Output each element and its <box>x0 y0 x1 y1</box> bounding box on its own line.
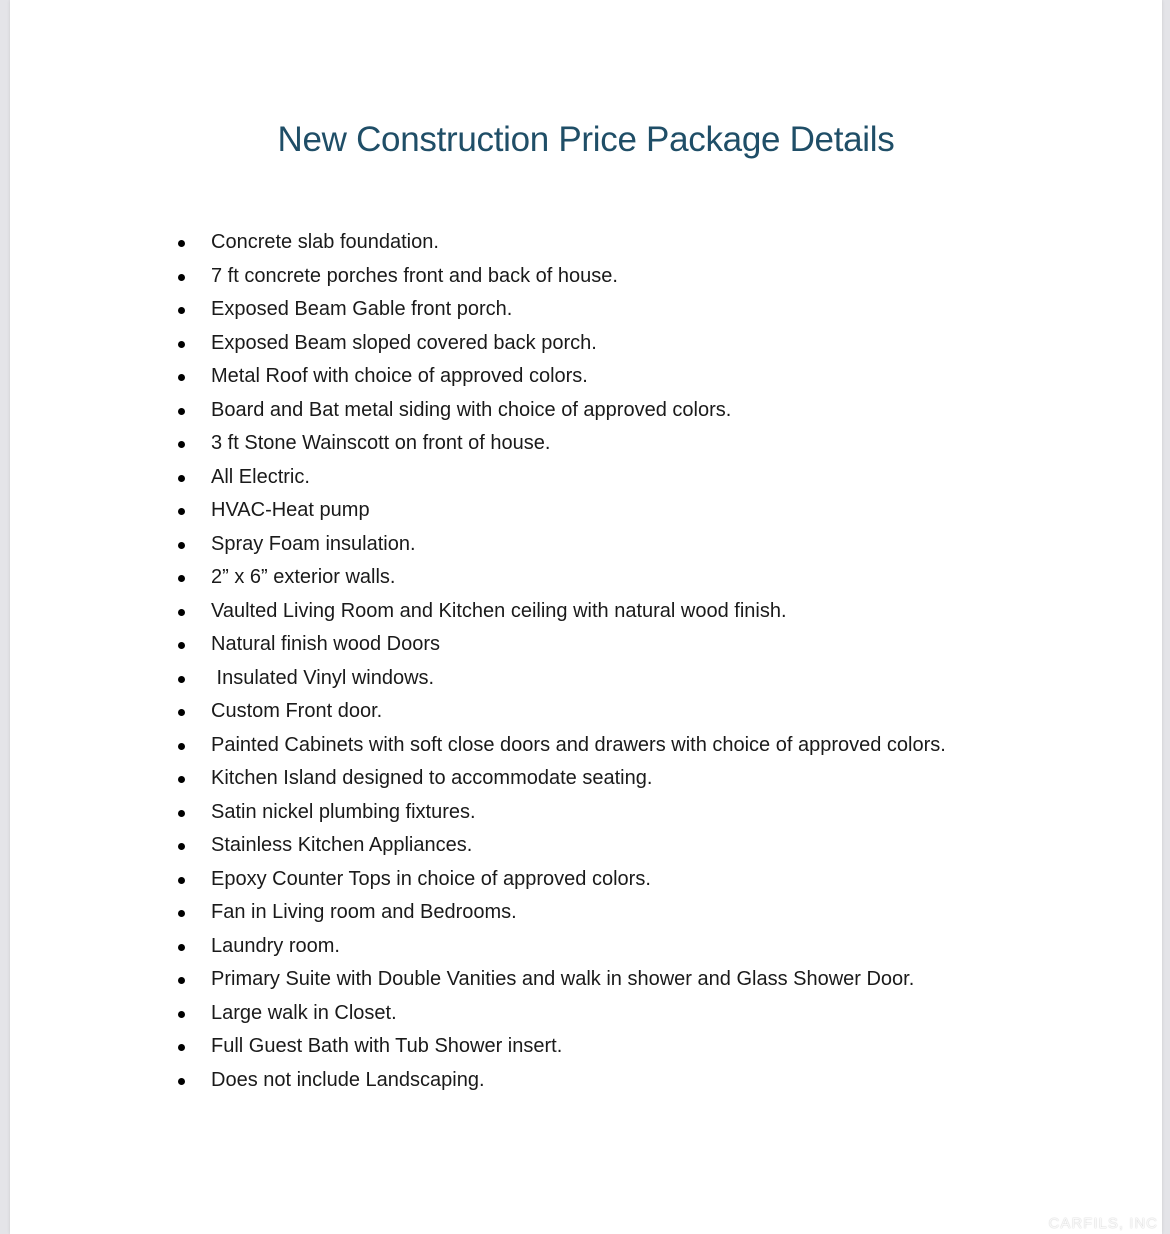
list-item-text: Custom Front door. <box>211 700 383 722</box>
list-item <box>10 762 946 796</box>
list-item-text: Natural finish wood Doors <box>211 633 440 655</box>
document-page <box>10 0 1162 1234</box>
bullet-icon <box>178 843 185 850</box>
list-item <box>10 494 946 528</box>
bullet-icon <box>178 341 185 348</box>
list-item-text: 3 ft Stone Wainscott on front of house. <box>211 432 551 454</box>
bullet-icon <box>178 944 185 951</box>
list-item <box>10 997 946 1031</box>
list-item <box>10 427 946 461</box>
list-item <box>10 293 946 327</box>
list-item <box>10 796 946 830</box>
bullet-icon <box>178 877 185 884</box>
list-item <box>10 461 946 495</box>
list-item <box>10 595 946 629</box>
list-item-text: Vaulted Living Room and Kitchen ceiling with natural wood finish. <box>211 599 787 622</box>
bullet-icon <box>178 575 185 582</box>
list-item-text: Satin nickel plumbing fixtures. <box>211 800 476 823</box>
list-item <box>10 1030 946 1064</box>
watermark: CARFILS, INC <box>1048 1215 1158 1232</box>
bullet-icon <box>178 374 185 381</box>
list-item-text: Spray Foam insulation. <box>211 532 416 555</box>
list-item-text: Fan in Living room and Bedrooms. <box>211 901 517 923</box>
list-item-text: 2” x 6” exterior walls. <box>211 566 396 588</box>
bullet-icon <box>178 642 185 649</box>
bullet-icon <box>178 1011 185 1018</box>
bullet-icon <box>178 542 185 549</box>
list-item-text: Full Guest Bath with Tub Shower insert. <box>211 1035 563 1057</box>
list-item-text: HVAC-Heat pump <box>211 499 370 521</box>
list-item-text: Large walk in Closet. <box>211 1001 397 1024</box>
list-item-text: Laundry room. <box>211 934 340 957</box>
list-item-text: Primary Suite with Double Vanities and walk in shower and Glass Shower Door. <box>211 968 915 990</box>
list-item-text: Does not include Landscaping. <box>211 1068 485 1091</box>
list-item-text: Insulated Vinyl windows. <box>211 666 435 689</box>
bullet-icon <box>178 977 185 984</box>
bullet-icon <box>178 609 185 616</box>
bullet-icon <box>178 307 185 314</box>
list-item-text: 7 ft concrete porches front and back of house. <box>211 264 618 287</box>
bullet-icon <box>178 274 185 281</box>
list-item-text: Exposed Beam sloped covered back porch. <box>211 331 597 354</box>
list-item-text: Stainless Kitchen Appliances. <box>211 834 473 856</box>
list-item <box>10 729 946 763</box>
list-item <box>10 260 946 294</box>
list-item <box>10 863 946 897</box>
list-item <box>10 930 946 964</box>
bullet-icon <box>178 1044 185 1051</box>
list-item <box>10 1064 946 1098</box>
list-item <box>10 896 946 930</box>
list-item <box>10 628 946 662</box>
list-item <box>10 829 946 863</box>
list-item <box>10 528 946 562</box>
bullet-icon <box>178 743 185 750</box>
list-item <box>10 394 946 428</box>
list-item-text: Concrete slab foundation. <box>211 231 439 253</box>
list-item-text: Exposed Beam Gable front porch. <box>211 298 513 320</box>
bullet-icon <box>178 508 185 515</box>
bullet-icon <box>178 441 185 448</box>
list-item-text: Painted Cabinets with soft close doors and drawers with choice of approved colors. <box>211 733 946 756</box>
bullet-icon <box>178 1078 185 1085</box>
bullet-icon <box>178 240 185 247</box>
list-item <box>10 695 946 729</box>
list-item <box>10 226 946 260</box>
list-item-text: Board and Bat metal siding with choice of approved colors. <box>211 398 732 421</box>
bullet-icon <box>178 910 185 917</box>
bullet-icon <box>178 776 185 783</box>
list-item <box>10 327 946 361</box>
bullet-icon <box>178 475 185 482</box>
list-item <box>10 963 946 997</box>
bullet-icon <box>178 709 185 716</box>
list-item-text: Kitchen Island designed to accommodate seating. <box>211 767 653 789</box>
list-item-text: Metal Roof with choice of approved colors. <box>211 365 588 387</box>
list-item <box>10 360 946 394</box>
list-item <box>10 662 946 696</box>
page-title: New Construction Price Package Details <box>277 120 895 159</box>
list-item-text: Epoxy Counter Tops in choice of approved colors. <box>211 867 651 890</box>
list-item <box>10 561 946 595</box>
features-list <box>10 226 946 1097</box>
list-item-text: All Electric. <box>211 465 310 488</box>
bullet-icon <box>178 676 185 683</box>
bullet-icon <box>178 408 185 415</box>
bullet-icon <box>178 810 185 817</box>
